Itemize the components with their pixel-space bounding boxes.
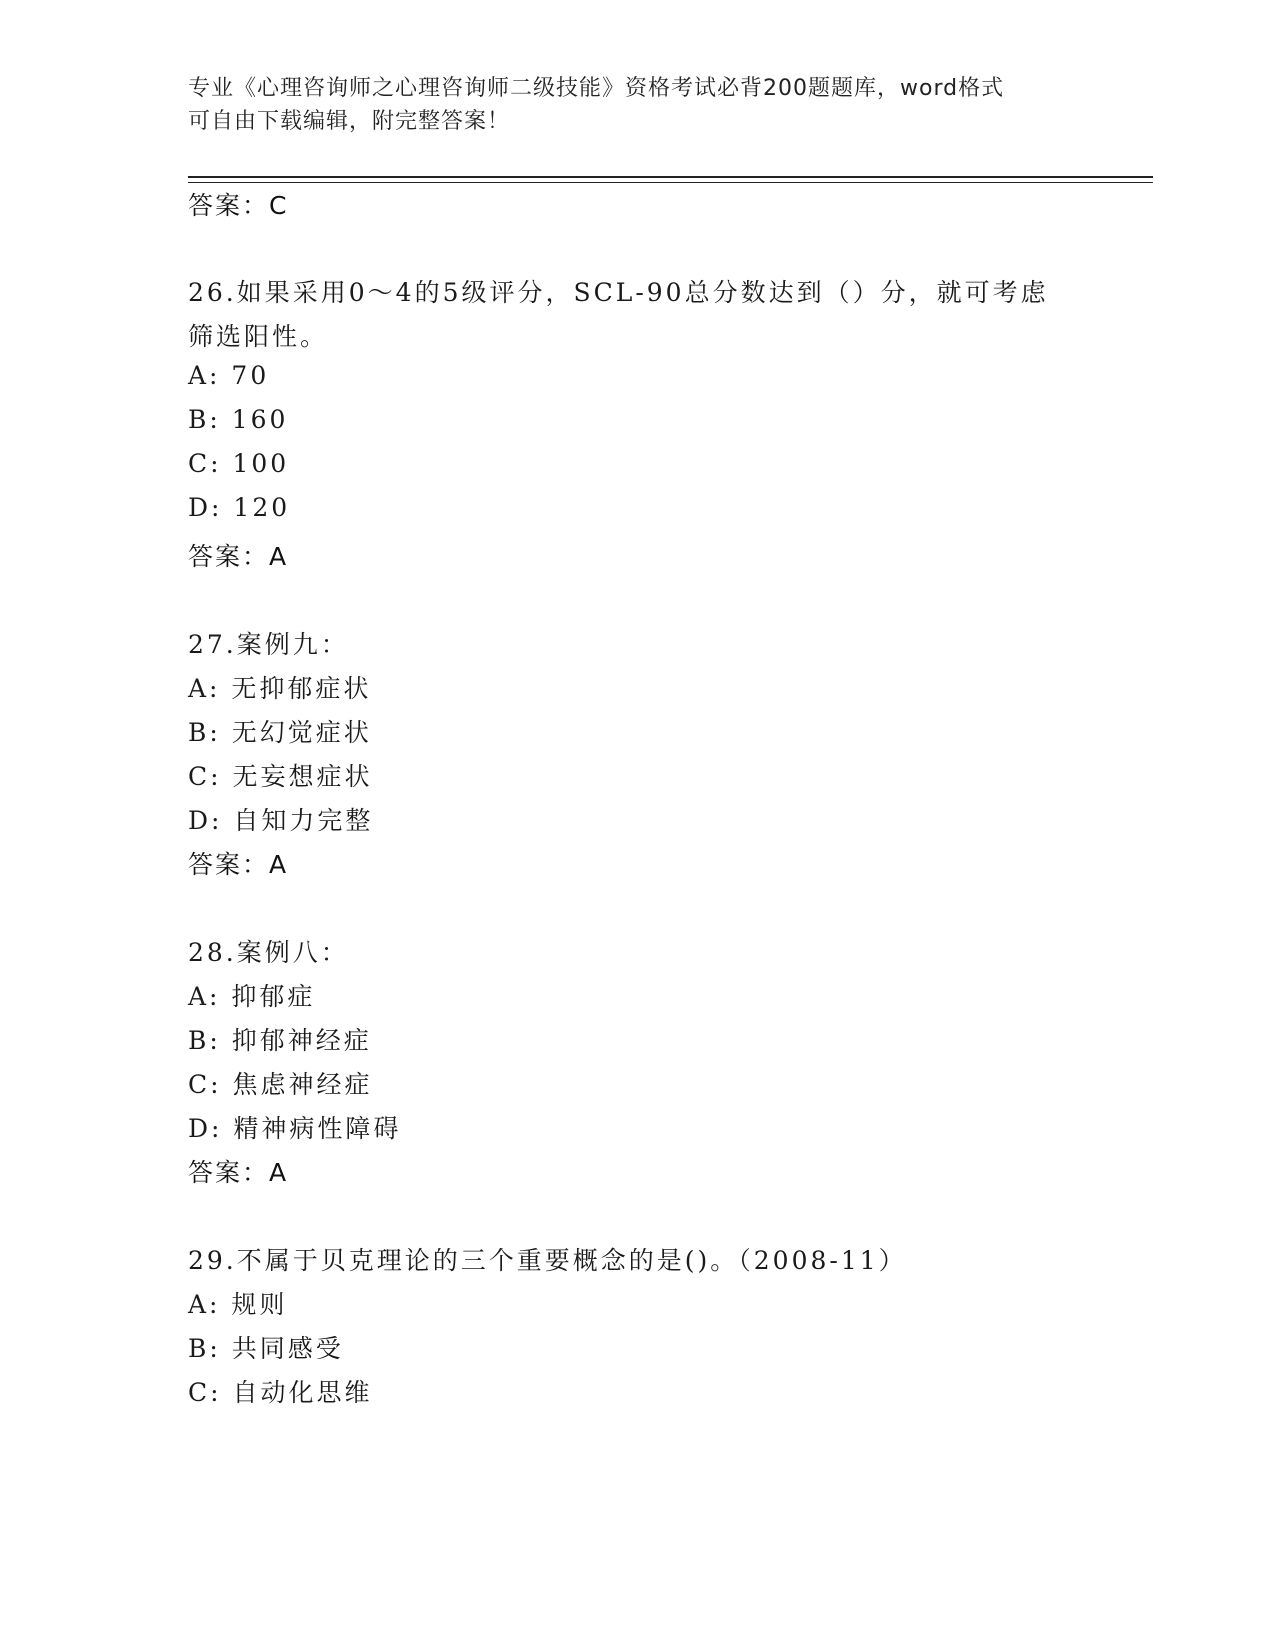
header-line-2: 可自由下载编辑，附完整答案！ [188,109,511,134]
option-item: A: 70 [188,361,270,390]
option-item: B: 无幻觉症状 [188,718,372,747]
option-item: A: 无抑郁症状 [188,674,372,703]
option-item: A: 规则 [188,1290,288,1319]
option-item: C: 焦虑神经症 [188,1070,373,1099]
option-item: D: 自知力完整 [188,806,374,835]
answer-line: 答案：A [188,1158,289,1187]
option-item: B: 共同感受 [188,1334,344,1363]
option-item: B: 160 [188,405,289,434]
option-item: C: 100 [188,449,290,478]
option-item: D: 120 [188,493,291,522]
option-item: C: 自动化思维 [188,1378,373,1407]
question-stem: 29.不属于贝克理论的三个重要概念的是()。（2008-11） [188,1246,907,1275]
answer-line: 答案：A [188,542,289,571]
question-stem: 26.如果采用0～4的5级评分，SCL-90总分数达到（）分，就可考虑 [188,278,1049,307]
answer-line: 答案：A [188,850,289,879]
header-divider-thin [188,182,1153,183]
question-stem-continued: 筛选阳性。 [188,322,329,351]
option-item: A: 抑郁症 [188,982,316,1011]
option-item: C: 无妄想症状 [188,762,373,791]
question-stem: 28.案例八： [188,938,349,967]
document-header [188,72,1088,138]
option-item: D: 精神病性障碍 [188,1114,402,1143]
header-divider-thick [188,176,1153,178]
question-stem: 27.案例九： [188,630,349,659]
answer-line: 答案：C [188,191,289,220]
option-item: B: 抑郁神经症 [188,1026,372,1055]
header-line-1: 专业《心理咨询师之心理咨询师二级技能》资格考试必背200题题库，word格式 [188,76,1005,101]
